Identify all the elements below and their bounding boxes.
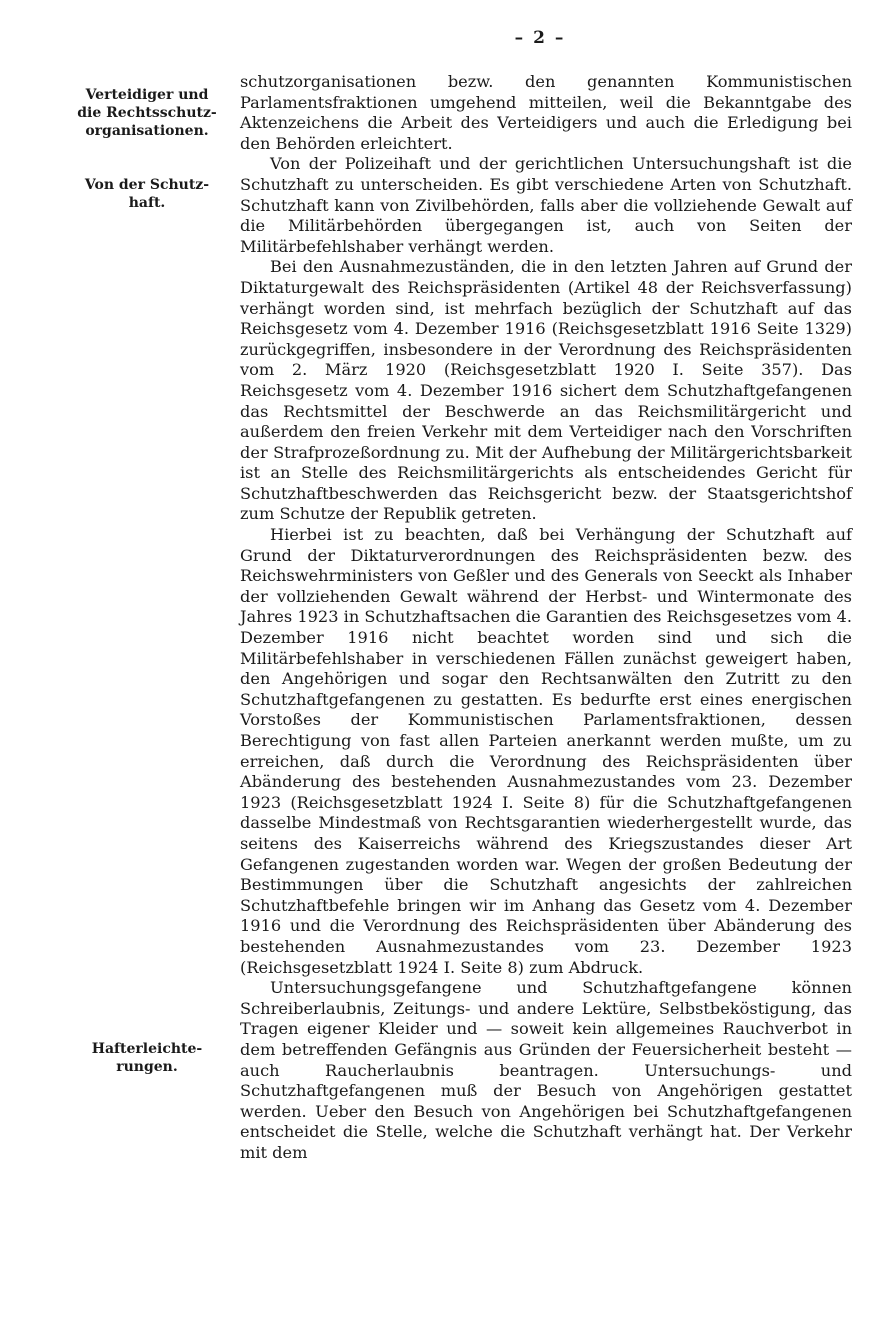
margin-note-protective-custody: Von der Schutz-haft.: [84, 177, 210, 211]
paragraph: Von der Polizeihaft und der gerichtlichen Untersuchungshaft ist die Schutzhaft zu unterscheiden. Es gibt verschiedene Arten von Schutzhaft. Schutzhaft kann von Zivilbehörden, falls aber die vollziehende Gewalt auf die Militärbehörden übergegangen ist, auch von Seiten der Militärbefehlshaber verhängt werden.: [240, 154, 852, 256]
paragraph: Hierbei ist zu beachten, daß bei Verhängung der Schutzhaft auf Grund der Diktaturverordnungen des Reichspräsidenten bezw. des Reichswehrministers von Geßler und des Generals von Seeckt als Inhaber der vollziehenden Gewalt während der Herbst- und Wintermonate des Jahres 1923 in Schutzhaftsachen die Garantien des Reichsgesetzes vom 4. Dezember 1916 nicht beachtet worden sind und sich die Militärbefehlshaber in verschiedenen Fällen zunächst geweigert haben, den Angehörigen und sogar den Rechtsanwälten den Zutritt zu den Schutzhaftgefangenen zu gestatten. Es bedurfte erst eines energischen Vorstoßes der Kommunistischen Parlamentsfraktionen, dessen Berechtigung von fast allen Parteien anerkannt werden mußte, um zu erreichen, daß durch die Verordnung des Reichspräsidenten über Abänderung des bestehenden Ausnahmezustandes vom 23. Dezember 1923 (Reichsgesetzblatt 1924 I. Seite 8) für die Schutzhaftgefangenen dasselbe Mindestmaß von Rechtsgarantien wiederhergestellt wurde, das seitens des Kaiserreichs während des Kriegszustandes dieser Art Gefangenen zugestanden worden war. Wegen der großen Bedeutung der Bestimmungen über die Schutzhaft angesichts der zahlreichen Schutzhaftbefehle bringen wir im Anhang das Gesetz vom 4. Dezember 1916 und die Verordnung des Reichspräsidenten über Abänderung des bestehenden Ausnahmezustandes vom 23. Dezember 1923 (Reichsgesetzblatt 1924 I. Seite 8) zum Abdruck.: [240, 525, 852, 977]
margin-note-defenders: Verteidiger und die Rechtsschutz-organisationen.: [77, 87, 217, 139]
paragraph: Bei den Ausnahmezuständen, die in den letzten Jahren auf Grund der Diktaturgewalt des Reichspräsidenten (Artikel 48 der Reichsverfassung) verhängt worden sind, ist mehrfach bezüglich der Schutzhaft auf das Reichsgesetz vom 4. Dezember 1916 (Reichsgesetzblatt 1916 Seite 1329) zurückgegriffen, insbesondere in der Verordnung des Reichspräsidenten vom 2. März 1920 (Reichsgesetzblatt 1920 I. Seite 357). Das Reichsgesetz vom 4. Dezember 1916 sichert dem Schutzhaftgefangenen das Rechtsmittel der Beschwerde an das Reichsmilitärgericht und außerdem den freien Verkehr mit dem Verteidiger nach den Vorschriften der Strafprozeßordnung zu. Mit der Aufhebung der Militärgerichtsbarkeit ist an Stelle des Reichsmilitärgerichts als entscheidendes Gericht für Schutzhaftbeschwerden das Reichsgericht bezw. der Staatsgerichtshof zum Schutze der Republik getreten.: [240, 257, 852, 524]
page-number: – 2 –: [514, 28, 566, 48]
body-text: [240, 72, 852, 1163]
paragraph: schutzorganisationen bezw. den genannten Kommunistischen Parlamentsfraktionen umgehend mitteilen, weil die Bekanntgabe des Aktenzeichens die Arbeit des Verteidigers und auch die Erledigung bei den Behörden erleichtert.: [240, 72, 852, 153]
paragraph: Untersuchungsgefangene und Schutzhaftgefangene können Schreiberlaubnis, Zeitungs- und andere Lektüre, Selbstbeköstigung, das Tragen eigener Kleider und — soweit kein allgemeines Rauchverbot in dem betreffenden Gefängnis aus Gründen der Feuersicherheit besteht — auch Raucherlaubnis beantragen. Untersuchungs- und Schutzhaftgefangenen muß der Besuch von Angehörigen gestattet werden. Ueber den Besuch von Angehörigen bei Schutzhaftgefangenen entscheidet die Stelle, welche die Schutzhaft verhängt hat. Der Verkehr mit dem: [240, 978, 852, 1162]
margin-note-relief: Hafterleichte-rungen.: [91, 1041, 203, 1075]
